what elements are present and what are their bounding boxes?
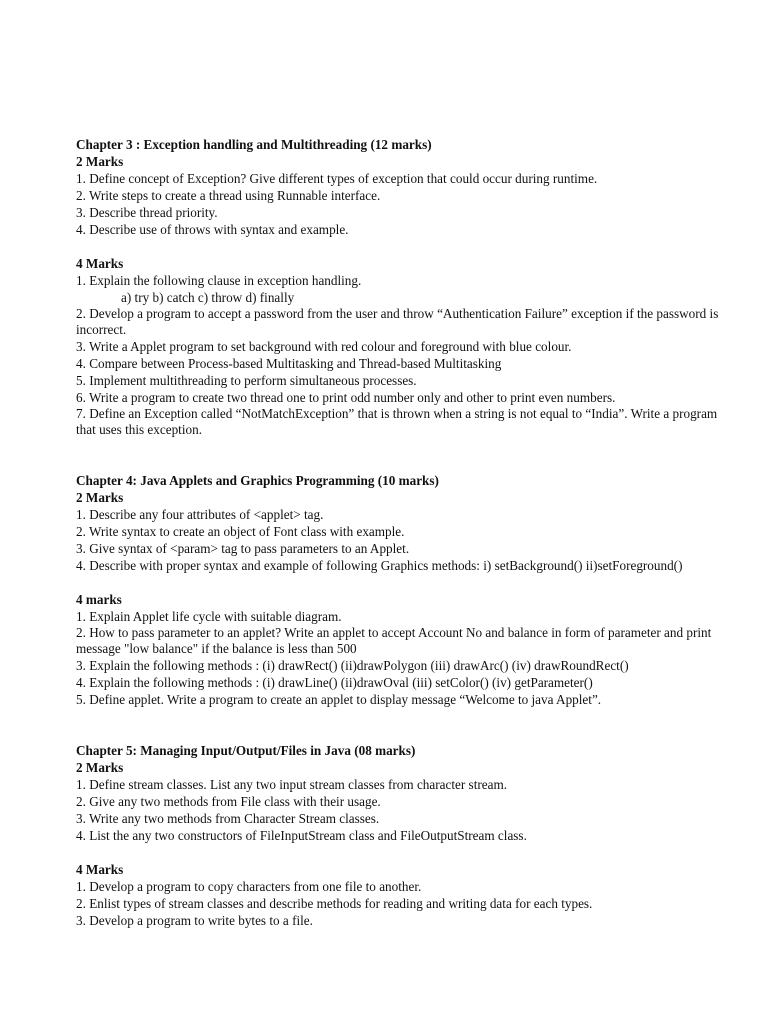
question-item: 3. Explain the following methods : (i) drawRect() (ii)drawPolygon (iii) drawArc() (iv) drawRoundRect() — [76, 658, 629, 673]
question-item: 2. Write syntax to create an object of Font class with example. — [76, 524, 405, 539]
question-item: 4. Describe with proper syntax and example of following Graphics methods: i) setBackground() ii)setForeground() — [76, 558, 683, 573]
question-item: 2. How to pass parameter to an applet? Write an applet to accept Account No and balance in form of parameter and print message "low balance" if the balance is less than 500 — [76, 625, 712, 656]
section-heading: 4 Marks — [76, 862, 124, 877]
question-item: 2. Write steps to create a thread using Runnable interface. — [76, 188, 381, 203]
section-heading: 2 Marks — [76, 490, 124, 505]
question-item: 3. Give syntax of <param> tag to pass parameters to an Applet. — [76, 541, 410, 556]
question-item: 6. Write a program to create two thread one to print odd number only and other to print even numbers. — [76, 390, 616, 405]
question-item: 2. Enlist types of stream classes and describe methods for reading and writing data for each types. — [76, 896, 593, 911]
question-item: 3. Write any two methods from Character Stream classes. — [76, 811, 380, 826]
chapter-5-title: Chapter 5: Managing Input/Output/Files in Java (08 marks) — [76, 743, 416, 758]
chapter-3-title: Chapter 3 : Exception handling and Multithreading (12 marks) — [76, 137, 432, 152]
question-document — [76, 133, 736, 929]
question-item: 5. Implement multithreading to perform simultaneous processes. — [76, 373, 417, 388]
question-item: 3. Develop a program to write bytes to a file. — [76, 913, 313, 928]
section-heading: 4 marks — [76, 592, 122, 607]
section-heading: 4 Marks — [76, 256, 124, 271]
question-item: 1. Define concept of Exception? Give different types of exception that could occur during runtime. — [76, 171, 598, 186]
question-subitem: a) try b) catch c) throw d) finally — [121, 290, 295, 305]
question-item: 4. Explain the following methods : (i) drawLine() (ii)drawOval (iii) setColor() (iv) getParameter() — [76, 675, 593, 690]
question-item: 3. Write a Applet program to set background with red colour and foreground with blue colour. — [76, 339, 572, 354]
question-item: 1. Describe any four attributes of <applet> tag. — [76, 507, 324, 522]
question-item: 7. Define an Exception called “NotMatchException” that is thrown when a string is not equal to “India”. Write a program that uses this exception. — [76, 406, 718, 437]
question-item: 4. Compare between Process-based Multitasking and Thread-based Multitasking — [76, 356, 502, 371]
question-item: 2. Develop a program to accept a password from the user and throw “Authentication Failure” exception if the password is incorrect. — [76, 306, 719, 337]
question-item: 1. Define stream classes. List any two input stream classes from character stream. — [76, 777, 508, 792]
section-heading: 2 Marks — [76, 760, 124, 775]
question-item: 3. Describe thread priority. — [76, 205, 218, 220]
question-item: 4. List the any two constructors of FileInputStream class and FileOutputStream class. — [76, 828, 527, 843]
question-item: 5. Define applet. Write a program to create an applet to display message “Welcome to java Applet”. — [76, 692, 602, 707]
question-item: 1. Explain the following clause in exception handling. — [76, 273, 362, 288]
question-item: 1. Develop a program to copy characters from one file to another. — [76, 879, 422, 894]
section-heading: 2 Marks — [76, 154, 124, 169]
question-item: 2. Give any two methods from File class with their usage. — [76, 794, 381, 809]
question-item: 1. Explain Applet life cycle with suitable diagram. — [76, 609, 342, 624]
chapter-4-title: Chapter 4: Java Applets and Graphics Programming (10 marks) — [76, 473, 439, 488]
question-item: 4. Describe use of throws with syntax and example. — [76, 222, 349, 237]
